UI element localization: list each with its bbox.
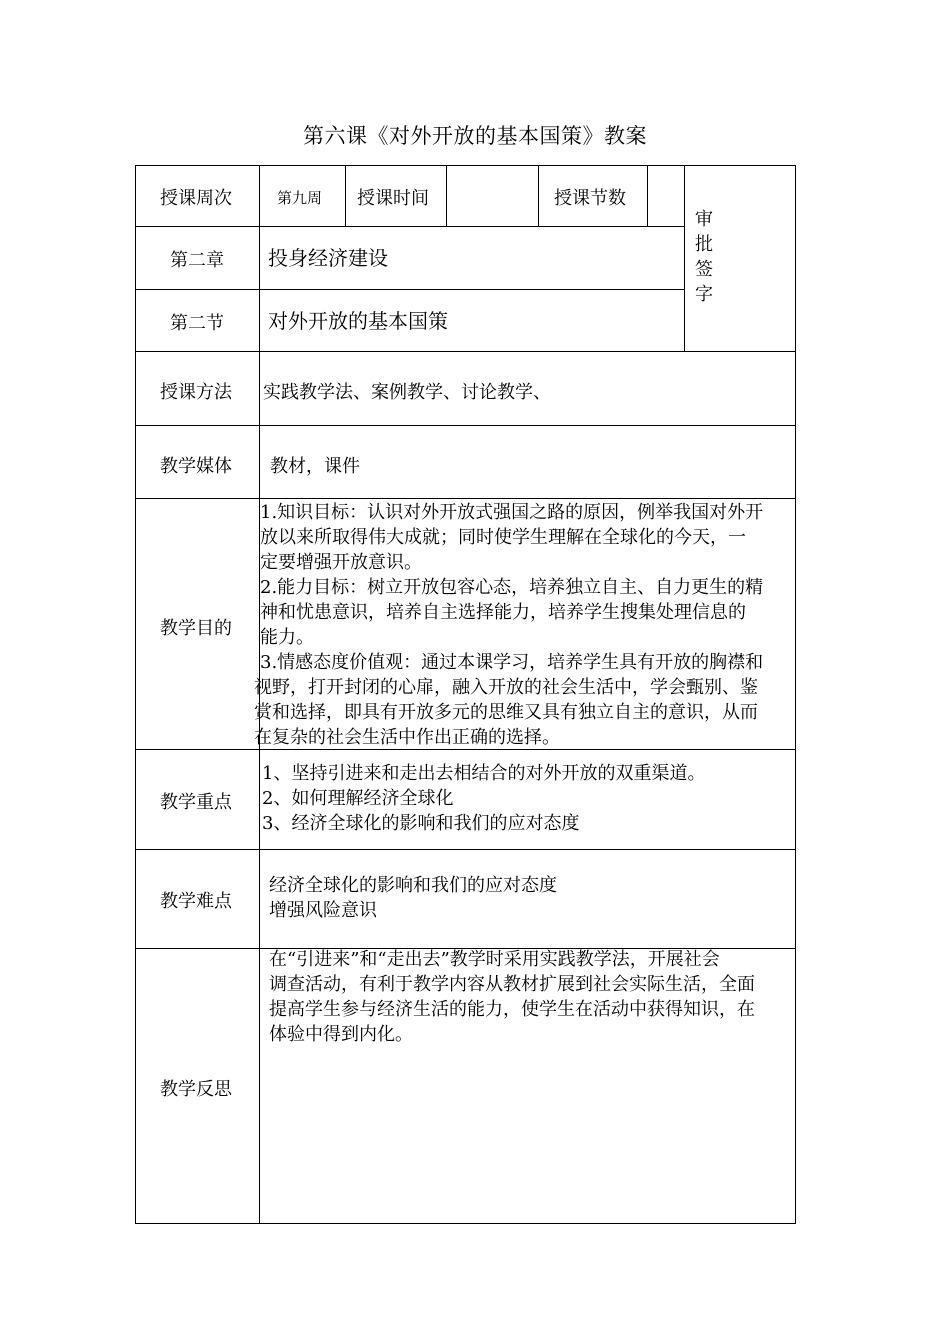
week-label: 授课周次 <box>160 188 232 209</box>
week-value: 第九周 <box>277 189 323 207</box>
objectives-line: 3.情感态度价值观：通过本课学习，培养学生具有开放的胸襟和 <box>260 652 764 673</box>
time-label: 授课时间 <box>357 188 429 209</box>
table-border-bottom <box>135 1223 796 1224</box>
section-label: 第二节 <box>170 313 224 334</box>
difficulty-line: 经济全球化的影响和我们的应对态度 <box>269 875 557 896</box>
row-line-2 <box>135 289 685 290</box>
approval-char: 字 <box>695 284 713 305</box>
header-divider-4 <box>647 165 648 227</box>
difficulty-line: 增强风险意识 <box>269 900 377 921</box>
section-value: 对外开放的基本国策 <box>268 309 448 333</box>
chapter-value: 投身经济建设 <box>268 246 388 270</box>
key-points-label: 教学重点 <box>160 792 232 813</box>
reflection-label: 教学反思 <box>160 1079 232 1100</box>
chapter-label: 第二章 <box>170 250 224 271</box>
objectives-line: 放以来所取得伟大成就；同时使学生理解在全球化的今天，一 <box>260 527 746 548</box>
row-line-4 <box>135 425 796 426</box>
header-divider-3 <box>538 165 539 227</box>
objectives-line: 2.能力目标：树立开放包容心态，培养独立自主、自力更生的精 <box>260 577 764 598</box>
row-line-3 <box>135 351 796 352</box>
reflection-line: 提高学生参与经济生活的能力，使学生在活动中获得知识，在 <box>269 999 755 1020</box>
objectives-line: 在复杂的社会生活中作出正确的选择。 <box>254 727 560 748</box>
key-point-line: 2、如何理解经济全球化 <box>262 788 454 809</box>
header-divider-1 <box>345 165 346 227</box>
objectives-line: 能力。 <box>260 627 314 648</box>
approval-column-divider <box>684 165 685 352</box>
page-title: 第六课《对外开放的基本国策》教案 <box>303 124 647 148</box>
reflection-line: 调查活动，有利于教学内容从教材扩展到社会实际生活，全面 <box>269 974 755 995</box>
difficulties-label: 教学难点 <box>160 891 232 912</box>
key-point-line: 3、经济全球化的影响和我们的应对态度 <box>262 813 580 834</box>
approval-char: 审 <box>695 209 713 230</box>
objectives-label: 教学目的 <box>160 618 232 639</box>
key-point-line: 1、坚持引进来和走出去相结合的对外开放的双重渠道。 <box>262 763 706 784</box>
objectives-line: 视野，打开封闭的心扉，融入开放的社会生活中，学会甄别、鉴 <box>254 677 758 698</box>
reflection-line: 体验中得到内化。 <box>269 1024 413 1045</box>
objectives-line: 赏和选择，即具有开放多元的思维又具有独立自主的意识，从而 <box>254 702 758 723</box>
approval-char: 签 <box>695 259 713 280</box>
objectives-line: 1.知识目标：认识对外开放式强国之路的原因，例举我国对外开 <box>260 502 764 523</box>
table-border-right <box>795 165 796 1224</box>
method-value: 实践教学法、案例教学、讨论教学、 <box>263 382 551 403</box>
row-line-5 <box>135 498 796 499</box>
approval-char: 批 <box>695 234 713 255</box>
objectives-line: 定要增强开放意识。 <box>260 552 422 573</box>
header-divider-2 <box>446 165 447 227</box>
media-value: 教材，课件 <box>270 456 360 477</box>
periods-label: 授课节数 <box>554 188 626 209</box>
table-border-top <box>135 165 796 166</box>
objectives-line: 神和忧患意识，培养自主选择能力，培养学生搜集处理信息的 <box>260 602 746 623</box>
reflection-line: 在“引进来”和“走出去”教学时采用实践教学法，开展社会 <box>269 949 720 970</box>
approval-signature-label <box>693 207 715 307</box>
media-label: 教学媒体 <box>160 456 232 477</box>
row-line-1 <box>135 226 685 227</box>
row-line-7 <box>135 849 796 850</box>
table-border-left <box>135 165 136 1224</box>
method-label: 授课方法 <box>160 382 232 403</box>
